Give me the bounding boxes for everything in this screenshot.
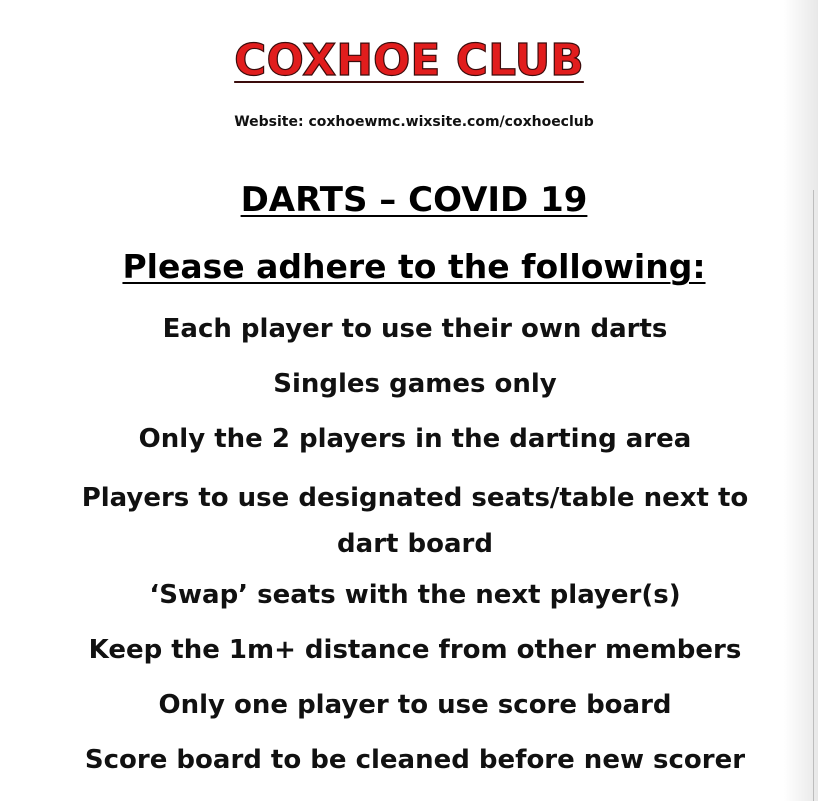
rule-item: Only the 2 players in the darting area xyxy=(138,424,692,454)
rule-item: Players to use designated seats/table next to dart board xyxy=(81,483,749,559)
rule-item: ‘Swap’ seats with the next player(s) xyxy=(149,580,681,610)
rule-item: Only one player to use score board xyxy=(158,690,672,720)
adhere-heading: Please adhere to the following: xyxy=(122,247,706,286)
website-line: Website: coxhoewmc.wixsite.com/coxhoeclub xyxy=(234,114,594,130)
rule-item: Each player to use their own darts xyxy=(162,314,668,344)
club-title: COXHOE CLUB xyxy=(234,35,584,86)
rules-list xyxy=(70,310,760,796)
rule-item: Score board to be cleaned before new scorer xyxy=(84,745,746,775)
rule-item: Singles games only xyxy=(273,369,557,399)
darts-covid-heading: DARTS – COVID 19 xyxy=(240,180,588,220)
rule-item: Keep the 1m+ distance from other members xyxy=(88,635,742,665)
